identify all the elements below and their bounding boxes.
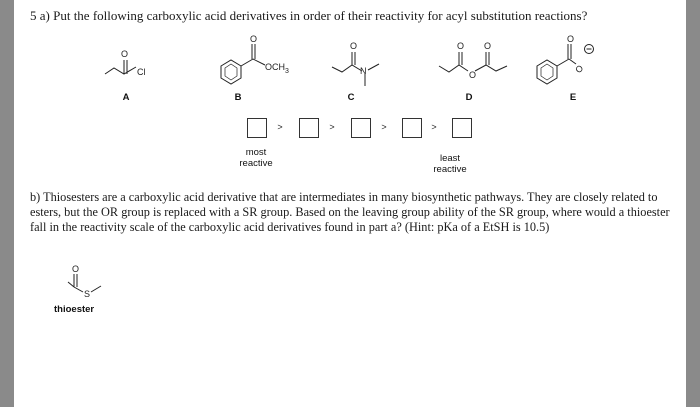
molecule-b-oxygen: O: [250, 34, 258, 44]
rank-box-5[interactable]: [452, 118, 472, 138]
thioester-oxygen: O: [72, 264, 80, 274]
molecule-a-oxygen: O: [121, 49, 129, 59]
molecule-e-oxygen-1: O: [567, 34, 575, 44]
molecule-d-oxygen-2: O: [484, 41, 492, 51]
thioester-structure: [68, 264, 101, 299]
molecule-label-a: A: [122, 92, 130, 103]
greater-than-1: >: [277, 122, 283, 132]
thioester-label: thioester: [54, 304, 95, 315]
molecule-a-structure: [105, 49, 146, 77]
molecule-label-c: C: [347, 92, 355, 103]
molecule-label-e: E: [569, 92, 577, 103]
molecule-b-structure: [221, 34, 289, 84]
molecule-e-structure: [537, 34, 594, 84]
rank-box-4[interactable]: [402, 118, 422, 138]
least-reactive-label: least reactive: [433, 153, 467, 175]
thioester-sulfur: S: [84, 289, 91, 299]
question-5a-text: 5 a) Put the following carboxylic acid derivatives in order of their reactivity for acyl substitution reactions?: [30, 8, 588, 23]
molecule-e-oxygen-2: O: [573, 62, 586, 76]
greater-than-2: >: [329, 122, 335, 132]
molecule-c-nitrogen: N: [360, 66, 367, 76]
rank-box-3[interactable]: [351, 118, 371, 138]
molecule-d-oxygen-1: O: [457, 41, 465, 51]
greater-than-3: >: [381, 122, 387, 132]
molecule-a-chlorine: Cl: [137, 67, 146, 77]
rank-box-2[interactable]: [299, 118, 319, 138]
molecule-d-structure: [439, 41, 507, 80]
question-5b-text: b) Thiosesters are a carboxylic acid derivative that are intermediates in many biosynthetic pathways. They are closely related to esters, but the OR group is replaced with a SR group. Based on the leaving group ability of the SR group, where would a thioester fall in the reactivity scale of the carboxylic acid derivatives found in part a? (Hint: pKa of a EtSH is 10.5): [30, 190, 670, 234]
greater-than-4: >: [431, 122, 437, 132]
most-reactive-label: most reactive: [239, 147, 273, 169]
worksheet-page: [14, 0, 686, 407]
molecule-c-structure: [332, 41, 379, 86]
molecule-label-b: B: [234, 92, 242, 103]
molecule-label-d: D: [465, 92, 473, 103]
molecule-b-methoxy: $OCH_3$: [265, 62, 289, 75]
molecule-d-oxygen-3: O: [469, 70, 477, 80]
rank-box-1[interactable]: [247, 118, 267, 138]
molecule-c-oxygen: O: [350, 41, 358, 51]
